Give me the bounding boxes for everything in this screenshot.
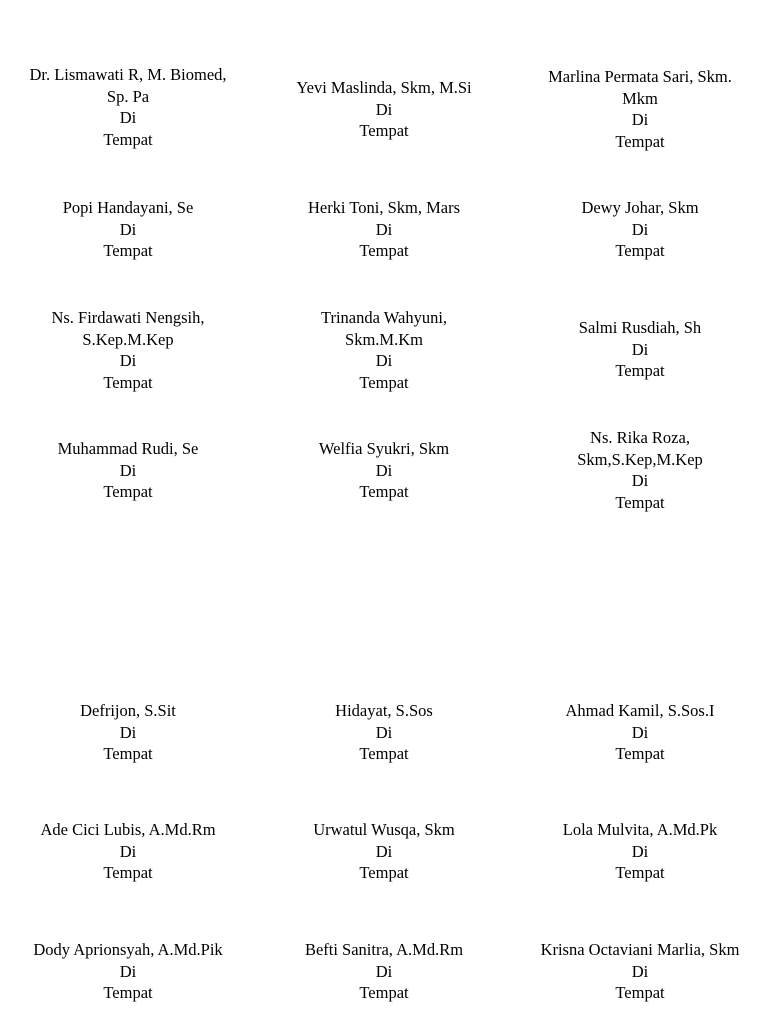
recipient-name-line-1: Yevi Maslinda, Skm, M.Si [296,78,472,97]
label-place: Tempat [103,372,153,392]
recipient-name-line-2: Skm.M.Km [345,329,423,349]
address-label [256,77,512,142]
address-label [512,66,768,152]
address-label [0,197,256,262]
label-place: Tempat [615,983,665,1002]
recipient-name-line-1: Herki Toni, Skm, Mars [307,198,461,217]
label-di: Di [119,841,137,861]
label-di: Di [631,471,649,490]
recipient-name-line-2: S.Kep.M.Kep [82,329,174,349]
label-place: Tempat [615,241,665,260]
label-place: Tempat [103,482,153,501]
recipient-name-line-1: Krisna Octaviani Marlia, Skm [540,940,740,959]
label-place: Tempat [103,983,153,1002]
recipient-name-line-1: Befti Sanitra, A.Md.Rm [304,940,464,959]
recipient-name-line-1: Dody Aprionsyah, A.Md.Pik [33,940,223,959]
label-di: Di [375,841,393,861]
address-label [512,197,768,262]
address-label [0,819,256,884]
label-place: Tempat [359,983,409,1002]
label-di: Di [375,219,393,239]
recipient-name-line-1: Dewy Johar, Skm [581,198,699,217]
recipient-name-line-1: Defrijon, S.Sit [80,701,176,720]
label-di: Di [375,961,393,981]
label-di: Di [119,219,137,239]
address-label [256,939,512,1004]
label-di: Di [375,722,393,742]
address-label [512,700,768,765]
recipient-name-line-1: Ns. Firdawati Nengsih, [51,308,205,327]
label-di: Di [375,460,393,480]
address-label [256,819,512,884]
label-di: Di [119,722,137,742]
label-di: Di [631,961,649,981]
recipient-name-line-1: Ns. Rika Roza, [590,428,690,447]
label-place: Tempat [103,129,153,149]
recipient-name-line-2: Mkm [622,88,658,108]
address-label [512,317,768,382]
address-label [512,427,768,513]
label-place: Tempat [359,372,409,392]
label-place: Tempat [103,744,153,763]
recipient-name-line-1: Salmi Rusdiah, Sh [578,318,702,337]
recipient-name-line-1: Popi Handayani, Se [62,198,194,217]
address-label [0,64,256,150]
recipient-name-line-1: Marlina Permata Sari, Skm. [548,67,732,86]
label-place: Tempat [103,241,153,260]
label-di: Di [631,841,649,861]
label-di: Di [631,722,649,742]
recipient-name-line-1: Hidayat, S.Sos [335,701,433,720]
address-label [0,700,256,765]
label-di: Di [631,219,649,239]
address-label [0,307,256,393]
label-di: Di [119,351,137,370]
address-label [256,438,512,503]
label-place: Tempat [359,744,409,763]
label-di: Di [119,460,137,480]
address-label [256,307,512,393]
label-place: Tempat [359,121,409,140]
recipient-name-line-1: Urwatul Wusqa, Skm [313,820,455,839]
label-di: Di [631,339,649,359]
recipient-name-line-1: Welfia Syukri, Skm [318,439,450,458]
address-label [512,939,768,1004]
recipient-name-line-1: Muhammad Rudi, Se [57,439,199,458]
address-label [256,700,512,765]
recipient-name-line-1: Trinanda Wahyuni, [320,308,448,327]
address-label [0,438,256,503]
recipient-name-line-1: Ahmad Kamil, S.Sos.I [565,701,715,720]
label-place: Tempat [615,744,665,763]
label-place: Tempat [359,863,409,882]
label-place: Tempat [615,492,665,512]
label-place: Tempat [103,863,153,882]
label-di: Di [375,351,393,370]
label-place: Tempat [615,863,665,882]
label-di: Di [119,961,137,981]
label-di: Di [375,99,393,119]
address-label [256,197,512,262]
address-label [512,819,768,884]
label-place: Tempat [359,241,409,260]
recipient-name-line-1: Dr. Lismawati R, M. Biomed, [29,65,227,84]
recipient-name-line-2: Skm,S.Kep,M.Kep [577,449,703,469]
recipient-name-line-2: Sp. Pa [106,86,150,106]
recipient-name-line-1: Lola Mulvita, A.Md.Pk [562,820,718,839]
label-place: Tempat [615,131,665,151]
label-di: Di [631,110,649,129]
label-place: Tempat [615,361,665,380]
label-place: Tempat [359,482,409,501]
address-label [0,939,256,1004]
label-di: Di [119,108,137,127]
recipient-name-line-1: Ade Cici Lubis, A.Md.Rm [40,820,216,839]
